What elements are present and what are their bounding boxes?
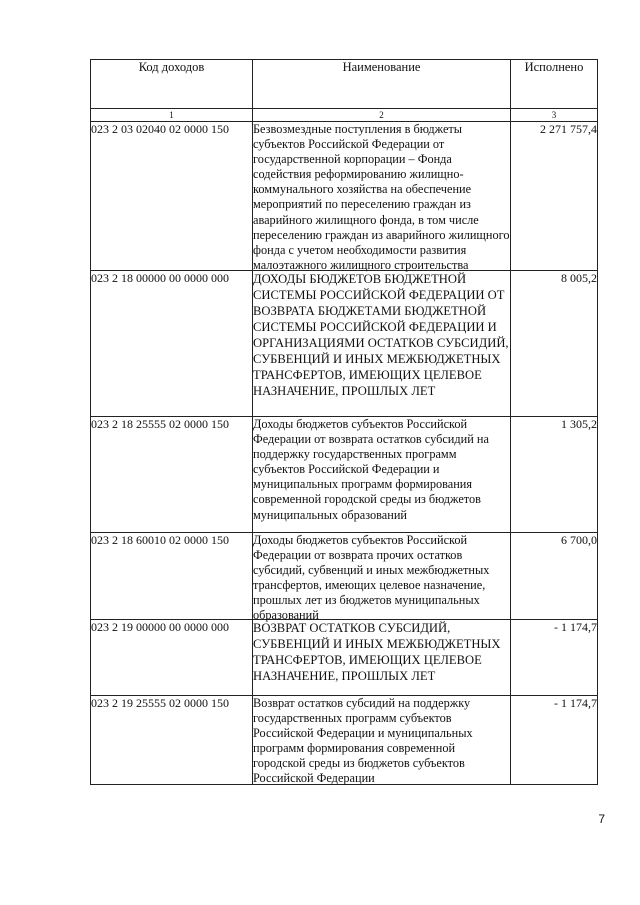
income-code: 023 2 18 00000 00 0000 000 xyxy=(91,271,253,417)
income-name: ДОХОДЫ БЮДЖЕТОВ БЮДЖЕТНОЙ СИСТЕМЫ РОССИЙСКОЙ ФЕДЕРАЦИИ ОТ ВОЗВРАТА БЮДЖЕТАМИ БЮДЖЕТНОЙ СИСТЕМЫ РОССИЙСКОЙ ФЕДЕРАЦИИ И ОРГАНИЗАЦИЯМИ ОСТАТКОВ СУБСИДИЙ, СУБВЕНЦИЙ И ИНЫХ МЕЖБЮДЖЕТНЫХ ТРАНСФЕРТОВ, ИМЕЮЩИХ ЦЕЛЕВОЕ НАЗНАЧЕНИЕ, ПРОШЛЫХ ЛЕТ xyxy=(253,272,509,398)
column-number: 3 xyxy=(511,109,598,122)
table-row xyxy=(91,696,598,785)
executed-value: 2 271 757,4 xyxy=(511,122,598,271)
executed-value: - 1 174,7 xyxy=(511,620,598,696)
executed-value: - 1 174,7 xyxy=(511,696,598,785)
income-name: Доходы бюджетов субъектов Российской Федерации от возврата остатков субсидий на поддержку государственных программ субъектов Российской Федерации и муниципальных программ формирования современной городской среды из бюджетов муниципальных образований xyxy=(253,417,489,522)
column-number: 1 xyxy=(91,109,253,122)
income-name: Возврат остатков субсидий на поддержку государственных программ субъектов Российской Федерации и муниципальных программ формирования современной городской среды из бюджетов субъектов Российской Федерации xyxy=(253,696,473,786)
header-executed: Исполнено xyxy=(511,60,598,109)
table-row xyxy=(91,122,598,271)
income-code: 023 2 19 00000 00 0000 000 xyxy=(91,620,253,696)
page-number: 7 xyxy=(598,812,605,826)
executed-value: 8 005,2 xyxy=(511,271,598,417)
table-row xyxy=(91,533,598,620)
income-name: Безвозмездные поступления в бюджеты субъектов Российской Федерации от государственной корпорации – Фонда содействия реформированию жилищно-коммунального хозяйства на обеспечение мероприятий по переселению граждан из аварийного жилищного фонда, в том числе переселению граждан из аварийного жилищного фонда с учетом необходимости развития малоэтажного жилищного строительства xyxy=(253,122,510,272)
header-name: Наименование xyxy=(253,60,511,109)
income-name: ВОЗВРАТ ОСТАТКОВ СУБСИДИЙ, СУБВЕНЦИЙ И ИНЫХ МЕЖБЮДЖЕТНЫХ ТРАНСФЕРТОВ, ИМЕЮЩИХ ЦЕЛЕВОЕ НАЗНАЧЕНИЕ, ПРОШЛЫХ ЛЕТ xyxy=(253,621,501,683)
header-code: Код доходов xyxy=(91,60,253,109)
income-name: Доходы бюджетов субъектов Российской Федерации от возврата прочих остатков субсидий, субвенций и иных межбюджетных трансфертов, имеющих целевое назначение, прошлых лет из бюджетов муниципальных образований xyxy=(253,533,490,623)
table-header-row xyxy=(91,60,598,109)
executed-value: 6 700,0 xyxy=(511,533,598,620)
income-code: 023 2 03 02040 02 0000 150 xyxy=(91,122,253,271)
table-row xyxy=(91,271,598,417)
income-code: 023 2 19 25555 02 0000 150 xyxy=(91,696,253,785)
executed-value: 1 305,2 xyxy=(511,417,598,533)
table-row xyxy=(91,417,598,533)
table-row xyxy=(91,620,598,696)
income-code: 023 2 18 60010 02 0000 150 xyxy=(91,533,253,620)
revenue-table xyxy=(90,59,598,785)
income-code: 023 2 18 25555 02 0000 150 xyxy=(91,417,253,533)
column-number: 2 xyxy=(253,109,511,122)
column-number-row xyxy=(91,109,598,122)
